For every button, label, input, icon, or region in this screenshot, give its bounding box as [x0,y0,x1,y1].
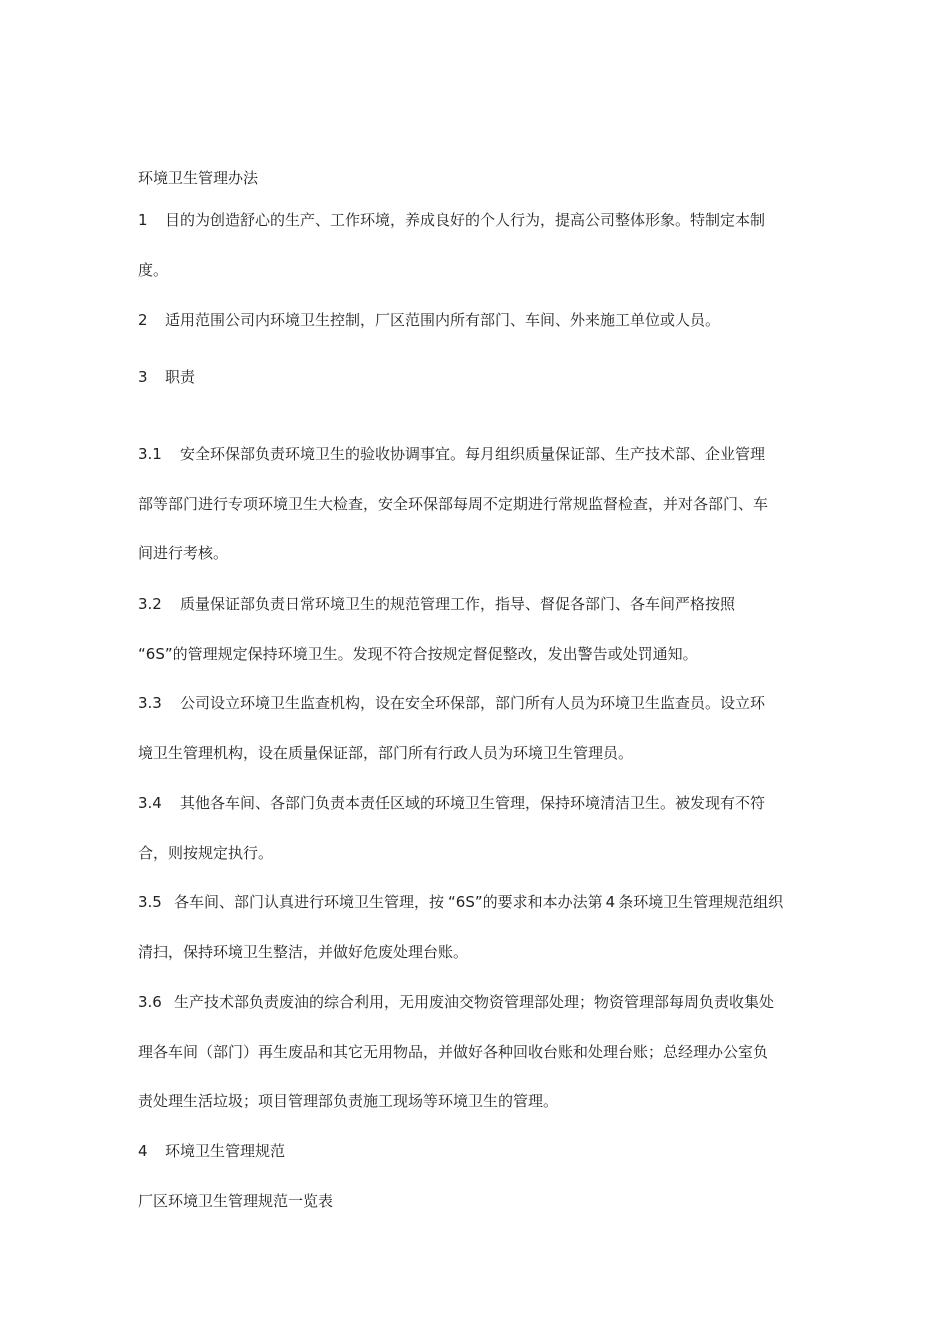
section-3-2-line-2: “6S”的管理规定保持环境卫生。发现不符合按规定督促整改，发出警告或处罚通知。 [138,645,698,663]
section-3-1-line-1: 3.1 安全环保部负责环境卫生的验收协调事宜。每月组织质量保证部、生产技术部、企业管理 [138,445,766,463]
section-3-5-line-1: 3.5 各车间、部门认真进行环境卫生管理，按 “6S”的要求和本办法第 4 条环境卫生管理规范组织 [138,893,784,911]
section-number: 3.2 [138,595,162,613]
section-3-1-line-2: 部等部门进行专项环境卫生大检查，安全环保部每周不定期进行常规监督检查，并对各部门、车 [138,495,769,513]
section-3-3-line-1: 3.3 公司设立环境卫生监查机构，设在安全环保部，部门所有人员为环境卫生监查员。设立环 [138,694,766,712]
section-3-2-line-1: 3.2 质量保证部负责日常环境卫生的规范管理工作，指导、督促各部门、各车间严格按照 [138,595,736,613]
section-number: 3.3 [138,694,162,712]
section-number: 3 [138,368,148,386]
section-3-4-line-1: 3.4 其他各车间、各部门负责本责任区域的环境卫生管理，保持环境清洁卫生。被发现有不符 [138,794,766,812]
section-number: 3.1 [138,445,162,463]
section-number: 2 [138,311,148,329]
section-number: 3.4 [138,794,162,812]
section-3-6-line-2: 理各车间（部门）再生废品和其它无用物品，并做好各种回收台账和处理台账；总经理办公室负 [138,1043,769,1061]
section-number: 3.6 [138,993,162,1011]
table-caption: 厂区环境卫生管理规范一览表 [138,1192,334,1210]
section-3-1-line-3: 间进行考核。 [138,544,229,562]
section-3-6-line-1: 3.6 生产技术部负责废油的综合利用，无用废油交物资管理部处理；物资管理部每周负责收集处 [138,993,775,1011]
section-4-heading: 4 环境卫生管理规范 [138,1142,286,1160]
section-3-heading: 3 职责 [138,368,196,386]
document-title: 环境卫生管理办法 [138,169,259,187]
section-number: 4 [138,1142,148,1160]
section-3-4-line-2: 合，则按规定执行。 [138,844,274,862]
section-3-6-line-3: 责处理生活垃圾；项目管理部负责施工现场等环境卫生的管理。 [138,1092,559,1110]
section-2-line-1: 2 适用范围公司内环境卫生控制，厂区范围内所有部门、车间、外来施工单位或人员。 [138,311,721,329]
section-1-line-2: 度。 [138,261,169,279]
section-3-3-line-2: 境卫生管理机构，设在质量保证部，部门所有行政人员为环境卫生管理员。 [138,744,634,762]
section-number: 1 [138,211,148,229]
section-1-line-1: 1 目的为创造舒心的生产、工作环境，养成良好的个人行为，提高公司整体形象。特制定本制 [138,211,766,229]
section-number: 3.5 [138,893,162,911]
section-3-5-line-2: 清扫，保持环境卫生整洁，并做好危废处理台账。 [138,943,469,961]
